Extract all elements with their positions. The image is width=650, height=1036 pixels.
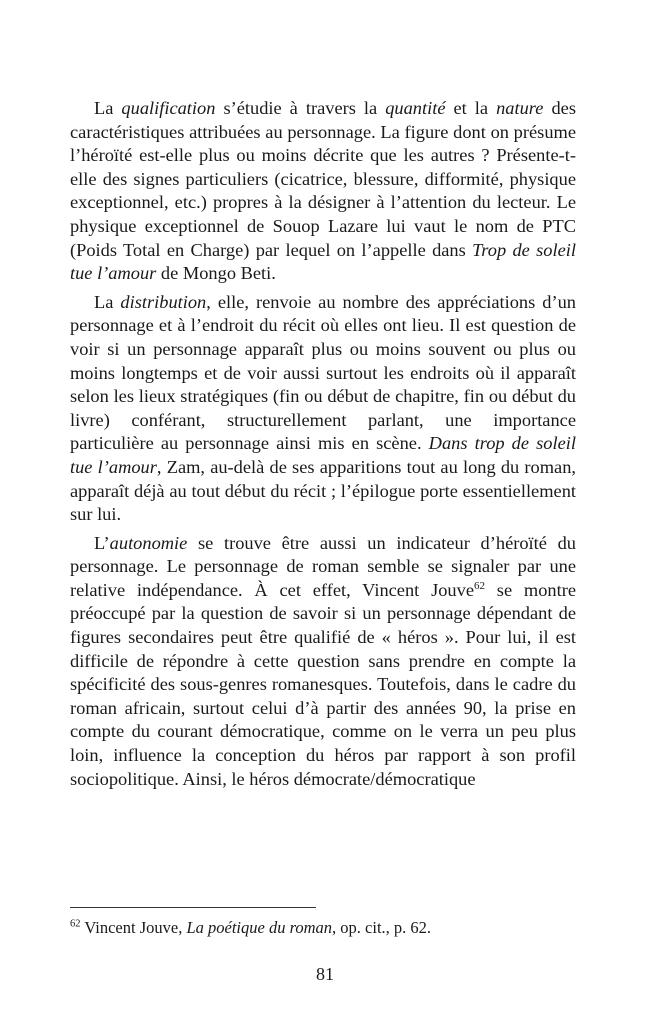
text-run: se trouve être aussi un indicateur d’héroïté du personnage. Le personnage de roman semble se signaler par une relative indépendance. À cet effet, Vincent Jouve <box>70 532 576 600</box>
text-run: de Mongo Beti. <box>156 263 276 284</box>
footnote-separator <box>70 907 316 908</box>
text-run: se montre préoccupé par la question de savoir si un personnage dépendant de figures secondaires peut être qualifié de « héros ». Pour lui, il est difficile de répondre à cette question sans prendre en compte la spécificité des sous-genres romanesques. Toutefois, dans le cadre du roman africain, surtout celui d’à partir des années 90, la prise en compte du courant démocratique, comme on le verra un peu plus loin, influence la conception du héros par rapport à son profil sociopolitique. Ainsi, le héros démocrate/démocratique <box>70 579 576 789</box>
paragraph-qualification <box>70 97 576 286</box>
italic-text: nature <box>496 98 544 118</box>
italic-text: autonomie <box>109 532 188 553</box>
page-number: 81 <box>316 964 334 984</box>
footnote-reference-mark: 62 <box>473 579 485 592</box>
paragraph-autonomie <box>70 532 576 792</box>
italic-text: distribution <box>120 291 207 312</box>
italic-text: Trop de soleil tue l’amour <box>70 239 576 284</box>
text-run: des caractéristiques attribuées au personnage. La figure dont on présume l’héroïté est-elle plus ou moins décrite que les autres ? Présente-t-elle des signes particuliers (cicatrice, blessure, difformité, physique exceptionnel, etc.) propres à la désigner à l’attention du lecteur. Le physique exceptionnel de Souop Lazare lui vaut le nom de PTC (Poids Total en Charge) par lequel on l’appelle dans <box>70 98 576 260</box>
italic-text: qualification <box>121 98 216 118</box>
footnote-number: 62 <box>70 918 81 930</box>
footnote-reference: , op. cit., p. 62. <box>332 918 432 937</box>
body-text <box>70 97 576 796</box>
text-run: et la <box>445 98 497 118</box>
text-run: L’ <box>94 532 110 553</box>
footnote-author: Vincent Jouve, <box>84 918 187 937</box>
text-run: , elle, renvoie au nombre des appréciations d’un personnage et à l’endroit du récit où elles ont lieu. Il est question de voir si un personnage apparaît plus ou moins souvent ou plus ou moins longtemps et de voir aussi surtout les endroits où il apparaît selon les lieux stratégiques (fin ou début de chapitre, fin ou début du livre) conférant, structurellement parlant, une importance particulière au personnage ainsi mis en scène. <box>70 291 576 454</box>
italic-text: Dans trop de soleil tue l’amour <box>70 433 576 477</box>
text-run: s’étudie à travers la <box>215 98 386 118</box>
text-run: La <box>94 291 121 312</box>
text-run: La <box>94 98 122 118</box>
footnote-book-title: La poétique du roman <box>186 918 333 937</box>
text-run: , Zam, au-delà de ses apparitions tout au long du roman, apparaît déjà au tout début du récit ; l’épilogue porte essentiellement sur lui. <box>70 456 577 525</box>
italic-text: quantité <box>385 98 446 118</box>
paragraph-distribution <box>70 291 576 527</box>
footnote-62 <box>70 917 576 939</box>
